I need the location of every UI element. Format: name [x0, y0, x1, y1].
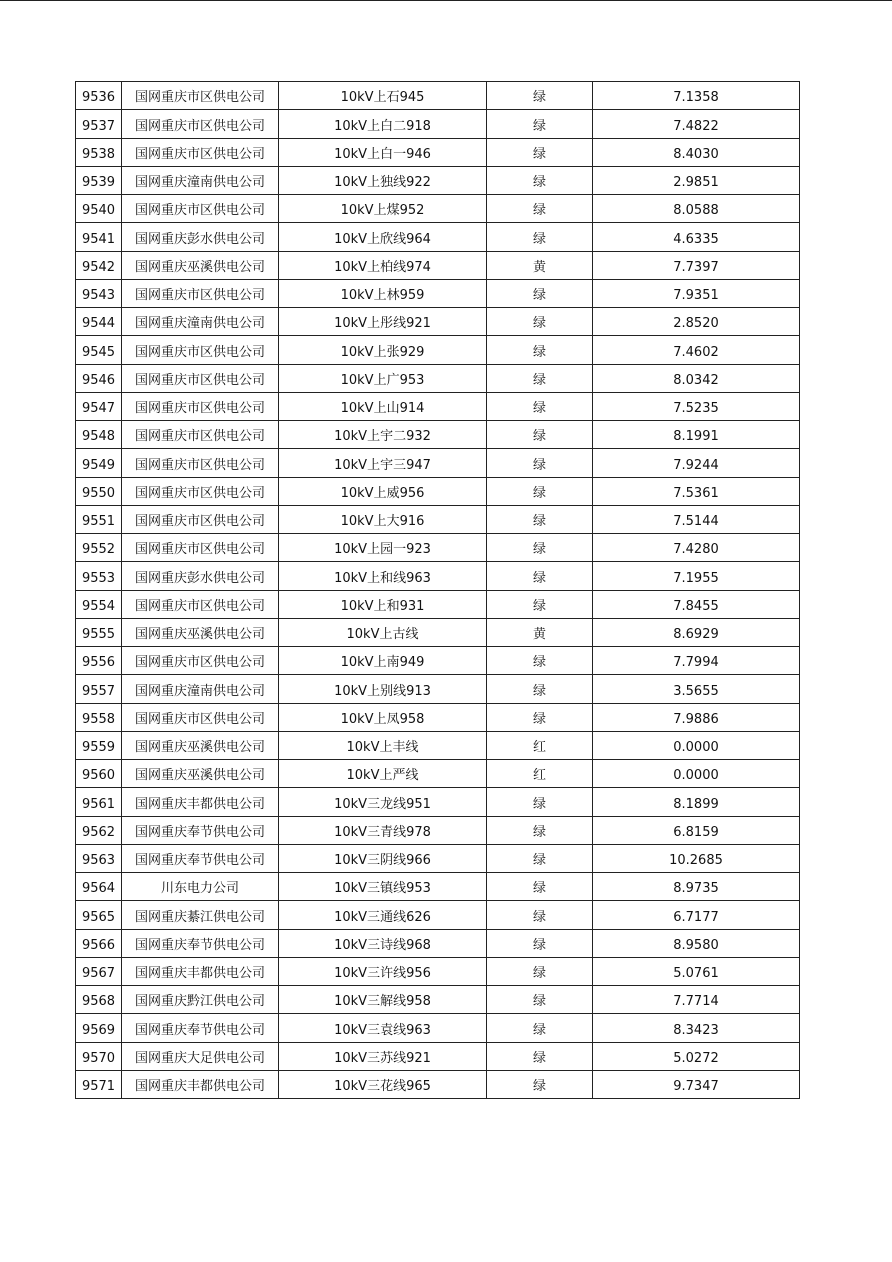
- table-row: [76, 251, 800, 279]
- status-cell: 绿: [487, 844, 593, 872]
- value-cell: 7.1955: [593, 562, 800, 590]
- status-cell: 绿: [487, 1042, 593, 1070]
- company-cell: 国网重庆市区供电公司: [122, 647, 279, 675]
- page-top-rule: [0, 0, 892, 1]
- table-row: [76, 1070, 800, 1098]
- row-id-cell: 9551: [76, 505, 122, 533]
- data-table: [75, 81, 800, 1099]
- value-cell: 0.0000: [593, 760, 800, 788]
- row-id-cell: 9540: [76, 195, 122, 223]
- value-cell: 7.5361: [593, 477, 800, 505]
- table-row: [76, 166, 800, 194]
- company-cell: 国网重庆彭水供电公司: [122, 562, 279, 590]
- row-id-cell: 9554: [76, 590, 122, 618]
- line-name-cell: 10kV上煤952: [279, 195, 487, 223]
- line-name-cell: 10kV三袁线963: [279, 1014, 487, 1042]
- status-cell: 绿: [487, 929, 593, 957]
- value-cell: 7.5235: [593, 392, 800, 420]
- line-name-cell: 10kV上独线922: [279, 166, 487, 194]
- table-row: [76, 505, 800, 533]
- row-id-cell: 9562: [76, 816, 122, 844]
- company-cell: 国网重庆潼南供电公司: [122, 166, 279, 194]
- row-id-cell: 9569: [76, 1014, 122, 1042]
- row-id-cell: 9541: [76, 223, 122, 251]
- line-name-cell: 10kV三花线965: [279, 1070, 487, 1098]
- line-name-cell: 10kV三通线626: [279, 901, 487, 929]
- company-cell: 国网重庆市区供电公司: [122, 703, 279, 731]
- line-name-cell: 10kV上白二918: [279, 110, 487, 138]
- row-id-cell: 9543: [76, 279, 122, 307]
- value-cell: 7.9886: [593, 703, 800, 731]
- value-cell: 8.9580: [593, 929, 800, 957]
- company-cell: 川东电力公司: [122, 873, 279, 901]
- company-cell: 国网重庆丰都供电公司: [122, 957, 279, 985]
- value-cell: 7.9244: [593, 449, 800, 477]
- table-row: [76, 647, 800, 675]
- status-cell: 绿: [487, 675, 593, 703]
- table-row: [76, 703, 800, 731]
- line-name-cell: 10kV三许线956: [279, 957, 487, 985]
- company-cell: 国网重庆奉节供电公司: [122, 1014, 279, 1042]
- row-id-cell: 9550: [76, 477, 122, 505]
- status-cell: 绿: [487, 195, 593, 223]
- status-cell: 绿: [487, 364, 593, 392]
- value-cell: 5.0272: [593, 1042, 800, 1070]
- table-row: [76, 1014, 800, 1042]
- value-cell: 8.9735: [593, 873, 800, 901]
- company-cell: 国网重庆潼南供电公司: [122, 308, 279, 336]
- status-cell: 绿: [487, 308, 593, 336]
- status-cell: 红: [487, 760, 593, 788]
- status-cell: 绿: [487, 223, 593, 251]
- line-name-cell: 10kV上欣线964: [279, 223, 487, 251]
- line-name-cell: 10kV上白一946: [279, 138, 487, 166]
- status-cell: 绿: [487, 647, 593, 675]
- status-cell: 绿: [487, 449, 593, 477]
- table-row: [76, 534, 800, 562]
- status-cell: 绿: [487, 703, 593, 731]
- company-cell: 国网重庆市区供电公司: [122, 364, 279, 392]
- company-cell: 国网重庆巫溪供电公司: [122, 618, 279, 646]
- row-id-cell: 9563: [76, 844, 122, 872]
- company-cell: 国网重庆市区供电公司: [122, 477, 279, 505]
- line-name-cell: 10kV上和931: [279, 590, 487, 618]
- row-id-cell: 9547: [76, 392, 122, 420]
- value-cell: 8.0588: [593, 195, 800, 223]
- status-cell: 绿: [487, 392, 593, 420]
- row-id-cell: 9564: [76, 873, 122, 901]
- table-body: [76, 82, 800, 1099]
- row-id-cell: 9566: [76, 929, 122, 957]
- value-cell: 7.5144: [593, 505, 800, 533]
- value-cell: 7.1358: [593, 82, 800, 110]
- status-cell: 绿: [487, 110, 593, 138]
- line-name-cell: 10kV上丰线: [279, 731, 487, 759]
- table-row: [76, 195, 800, 223]
- table-row: [76, 364, 800, 392]
- value-cell: 7.7397: [593, 251, 800, 279]
- company-cell: 国网重庆市区供电公司: [122, 110, 279, 138]
- line-name-cell: 10kV上宇二932: [279, 421, 487, 449]
- table-row: [76, 618, 800, 646]
- company-cell: 国网重庆市区供电公司: [122, 421, 279, 449]
- company-cell: 国网重庆市区供电公司: [122, 336, 279, 364]
- status-cell: 黄: [487, 251, 593, 279]
- row-id-cell: 9568: [76, 986, 122, 1014]
- company-cell: 国网重庆奉节供电公司: [122, 844, 279, 872]
- table-row: [76, 138, 800, 166]
- table-row: [76, 449, 800, 477]
- line-name-cell: 10kV三龙线951: [279, 788, 487, 816]
- company-cell: 国网重庆巫溪供电公司: [122, 731, 279, 759]
- row-id-cell: 9553: [76, 562, 122, 590]
- status-cell: 绿: [487, 421, 593, 449]
- line-name-cell: 10kV三诗线968: [279, 929, 487, 957]
- status-cell: 绿: [487, 901, 593, 929]
- line-name-cell: 10kV上山914: [279, 392, 487, 420]
- value-cell: 3.5655: [593, 675, 800, 703]
- value-cell: 8.3423: [593, 1014, 800, 1042]
- company-cell: 国网重庆市区供电公司: [122, 590, 279, 618]
- row-id-cell: 9545: [76, 336, 122, 364]
- table-row: [76, 82, 800, 110]
- table-row: [76, 421, 800, 449]
- value-cell: 7.4602: [593, 336, 800, 364]
- company-cell: 国网重庆奉节供电公司: [122, 929, 279, 957]
- value-cell: 8.1899: [593, 788, 800, 816]
- status-cell: 绿: [487, 1070, 593, 1098]
- status-cell: 黄: [487, 618, 593, 646]
- status-cell: 绿: [487, 505, 593, 533]
- row-id-cell: 9565: [76, 901, 122, 929]
- row-id-cell: 9570: [76, 1042, 122, 1070]
- table-row: [76, 110, 800, 138]
- line-name-cell: 10kV上严线: [279, 760, 487, 788]
- line-name-cell: 10kV上石945: [279, 82, 487, 110]
- row-id-cell: 9559: [76, 731, 122, 759]
- line-name-cell: 10kV上宇三947: [279, 449, 487, 477]
- status-cell: 绿: [487, 873, 593, 901]
- company-cell: 国网重庆巫溪供电公司: [122, 251, 279, 279]
- value-cell: 5.0761: [593, 957, 800, 985]
- line-name-cell: 10kV三青线978: [279, 816, 487, 844]
- value-cell: 8.0342: [593, 364, 800, 392]
- company-cell: 国网重庆市区供电公司: [122, 449, 279, 477]
- row-id-cell: 9557: [76, 675, 122, 703]
- company-cell: 国网重庆市区供电公司: [122, 138, 279, 166]
- line-name-cell: 10kV三解线958: [279, 986, 487, 1014]
- row-id-cell: 9552: [76, 534, 122, 562]
- line-name-cell: 10kV上南949: [279, 647, 487, 675]
- table-row: [76, 873, 800, 901]
- table-row: [76, 760, 800, 788]
- value-cell: 7.4280: [593, 534, 800, 562]
- line-name-cell: 10kV三苏线921: [279, 1042, 487, 1070]
- row-id-cell: 9561: [76, 788, 122, 816]
- row-id-cell: 9539: [76, 166, 122, 194]
- value-cell: 7.9351: [593, 279, 800, 307]
- line-name-cell: 10kV上凤958: [279, 703, 487, 731]
- value-cell: 0.0000: [593, 731, 800, 759]
- line-name-cell: 10kV上园一923: [279, 534, 487, 562]
- line-name-cell: 10kV三阴线966: [279, 844, 487, 872]
- row-id-cell: 9542: [76, 251, 122, 279]
- company-cell: 国网重庆奉节供电公司: [122, 816, 279, 844]
- status-cell: 绿: [487, 534, 593, 562]
- status-cell: 绿: [487, 1014, 593, 1042]
- value-cell: 6.7177: [593, 901, 800, 929]
- company-cell: 国网重庆彭水供电公司: [122, 223, 279, 251]
- status-cell: 绿: [487, 788, 593, 816]
- line-name-cell: 10kV上柏线974: [279, 251, 487, 279]
- value-cell: 9.7347: [593, 1070, 800, 1098]
- line-name-cell: 10kV三镇线953: [279, 873, 487, 901]
- table-row: [76, 675, 800, 703]
- table-row: [76, 816, 800, 844]
- value-cell: 4.6335: [593, 223, 800, 251]
- value-cell: 6.8159: [593, 816, 800, 844]
- table-row: [76, 477, 800, 505]
- line-name-cell: 10kV上古线: [279, 618, 487, 646]
- table-row: [76, 590, 800, 618]
- data-table-container: [75, 81, 800, 1099]
- status-cell: 绿: [487, 336, 593, 364]
- company-cell: 国网重庆巫溪供电公司: [122, 760, 279, 788]
- row-id-cell: 9536: [76, 82, 122, 110]
- status-cell: 绿: [487, 986, 593, 1014]
- table-row: [76, 562, 800, 590]
- value-cell: 7.7994: [593, 647, 800, 675]
- status-cell: 绿: [487, 957, 593, 985]
- table-row: [76, 788, 800, 816]
- status-cell: 绿: [487, 590, 593, 618]
- value-cell: 2.9851: [593, 166, 800, 194]
- company-cell: 国网重庆綦江供电公司: [122, 901, 279, 929]
- company-cell: 国网重庆丰都供电公司: [122, 1070, 279, 1098]
- table-row: [76, 844, 800, 872]
- value-cell: 7.8455: [593, 590, 800, 618]
- line-name-cell: 10kV上威956: [279, 477, 487, 505]
- row-id-cell: 9571: [76, 1070, 122, 1098]
- value-cell: 7.4822: [593, 110, 800, 138]
- value-cell: 8.1991: [593, 421, 800, 449]
- row-id-cell: 9549: [76, 449, 122, 477]
- row-id-cell: 9555: [76, 618, 122, 646]
- row-id-cell: 9546: [76, 364, 122, 392]
- line-name-cell: 10kV上林959: [279, 279, 487, 307]
- value-cell: 8.4030: [593, 138, 800, 166]
- value-cell: 7.7714: [593, 986, 800, 1014]
- status-cell: 绿: [487, 138, 593, 166]
- status-cell: 绿: [487, 166, 593, 194]
- status-cell: 绿: [487, 279, 593, 307]
- line-name-cell: 10kV上张929: [279, 336, 487, 364]
- row-id-cell: 9538: [76, 138, 122, 166]
- table-row: [76, 336, 800, 364]
- value-cell: 2.8520: [593, 308, 800, 336]
- row-id-cell: 9544: [76, 308, 122, 336]
- table-row: [76, 986, 800, 1014]
- value-cell: 8.6929: [593, 618, 800, 646]
- table-row: [76, 223, 800, 251]
- row-id-cell: 9537: [76, 110, 122, 138]
- table-row: [76, 731, 800, 759]
- table-row: [76, 929, 800, 957]
- line-name-cell: 10kV上别线913: [279, 675, 487, 703]
- table-row: [76, 279, 800, 307]
- company-cell: 国网重庆市区供电公司: [122, 505, 279, 533]
- row-id-cell: 9560: [76, 760, 122, 788]
- status-cell: 红: [487, 731, 593, 759]
- row-id-cell: 9558: [76, 703, 122, 731]
- company-cell: 国网重庆丰都供电公司: [122, 788, 279, 816]
- line-name-cell: 10kV上和线963: [279, 562, 487, 590]
- value-cell: 10.2685: [593, 844, 800, 872]
- company-cell: 国网重庆大足供电公司: [122, 1042, 279, 1070]
- line-name-cell: 10kV上广953: [279, 364, 487, 392]
- row-id-cell: 9567: [76, 957, 122, 985]
- table-row: [76, 392, 800, 420]
- status-cell: 绿: [487, 477, 593, 505]
- table-row: [76, 901, 800, 929]
- table-row: [76, 1042, 800, 1070]
- line-name-cell: 10kV上大916: [279, 505, 487, 533]
- company-cell: 国网重庆潼南供电公司: [122, 675, 279, 703]
- table-row: [76, 308, 800, 336]
- row-id-cell: 9556: [76, 647, 122, 675]
- company-cell: 国网重庆市区供电公司: [122, 279, 279, 307]
- company-cell: 国网重庆市区供电公司: [122, 392, 279, 420]
- company-cell: 国网重庆市区供电公司: [122, 82, 279, 110]
- company-cell: 国网重庆市区供电公司: [122, 534, 279, 562]
- status-cell: 绿: [487, 82, 593, 110]
- line-name-cell: 10kV上彤线921: [279, 308, 487, 336]
- table-row: [76, 957, 800, 985]
- company-cell: 国网重庆黔江供电公司: [122, 986, 279, 1014]
- company-cell: 国网重庆市区供电公司: [122, 195, 279, 223]
- status-cell: 绿: [487, 816, 593, 844]
- row-id-cell: 9548: [76, 421, 122, 449]
- status-cell: 绿: [487, 562, 593, 590]
